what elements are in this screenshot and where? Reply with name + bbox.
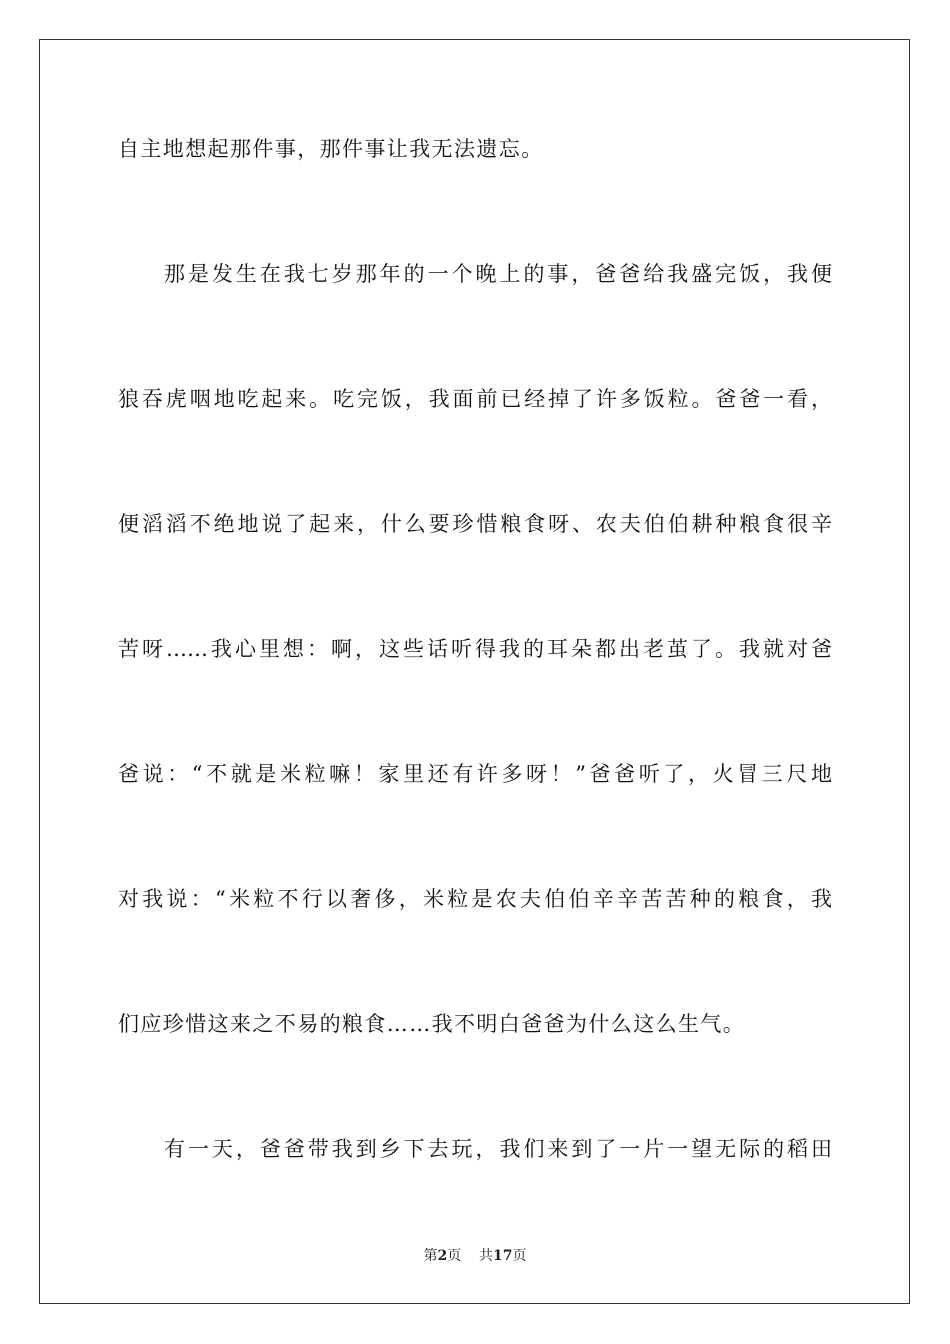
paragraph-line-4: 便滔滔不绝地说了起来，什么要珍惜粮食呀、农夫伯伯耕种粮食很辛: [118, 512, 832, 536]
paragraph-line-8: 们应珍惜这来之不易的粮食……我不明白爸爸为什么这么生气。: [118, 1012, 746, 1036]
total-pages-prefix: 共: [479, 1248, 494, 1264]
page-footer: [0, 1247, 950, 1265]
page-number-prefix: 第: [423, 1248, 438, 1264]
paragraph-line-5: 苦呀……我心里想：啊，这些话听得我的耳朵都出老茧了。我就对爸: [118, 637, 832, 661]
page-number: 2: [437, 1248, 448, 1264]
paragraph-line-6: 爸说：“不就是米粒嘛！家里还有许多呀！”爸爸听了，火冒三尺地: [118, 762, 832, 786]
paragraph-line-2: 那是发生在我七岁那年的一个晚上的事，爸爸给我盛完饭，我便: [164, 262, 832, 286]
total-pages-suffix: 页: [512, 1248, 527, 1264]
paragraph-line-3: 狼吞虎咽地吃起来。吃完饭，我面前已经掉了许多饭粒。爸爸一看，: [118, 387, 832, 411]
paragraph-line-7: 对我说：“米粒不行以奢侈，米粒是农夫伯伯辛辛苦苦种的粮食，我: [118, 887, 832, 911]
paragraph-line-9: 有一天，爸爸带我到乡下去玩，我们来到了一片一望无际的稻田: [164, 1137, 832, 1161]
total-pages: 17: [493, 1248, 513, 1264]
paragraph-line-1: 自主地想起那件事，那件事让我无法遗忘。: [118, 137, 544, 161]
page-border: [39, 39, 910, 1304]
page-number-suffix: 页: [447, 1248, 462, 1264]
